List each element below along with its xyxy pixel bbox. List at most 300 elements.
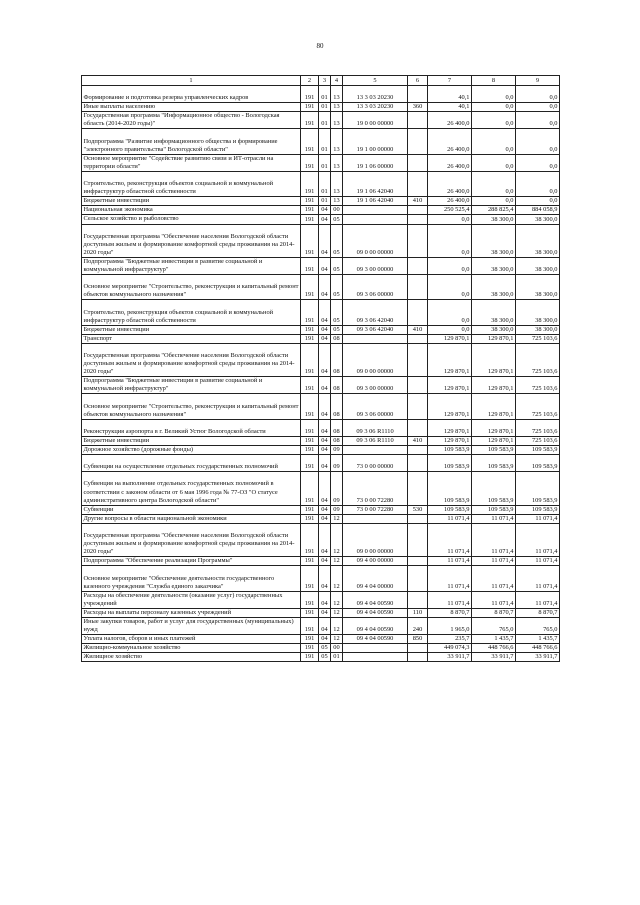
amount-col-7: 1 965,0 (428, 617, 472, 634)
row-name: Подпрограмма "Бюджетные инвестиции в развитие социальной и коммунальной инфраструктур" (82, 377, 301, 394)
code-expense-type (408, 557, 428, 566)
amount-col-7: 109 583,9 (428, 472, 472, 505)
code-ministry: 191 (301, 635, 319, 644)
code-section: 04 (319, 436, 331, 445)
code-section: 04 (319, 635, 331, 644)
code-expense-type (408, 86, 428, 103)
table-row (82, 275, 560, 300)
amount-col-9: 884 058,9 (516, 206, 560, 215)
amount-col-7: 129 870,1 (428, 419, 472, 436)
row-name: Бюджетные инвестиции (82, 325, 301, 334)
code-expense-type (408, 514, 428, 523)
code-target-article: 19 1 00 00000 (343, 129, 408, 154)
amount-col-9: 725 103,6 (516, 394, 560, 419)
amount-col-7: 26 400,0 (428, 129, 472, 154)
row-name: Формирование и подготовка резерва управленческих кадров (82, 86, 301, 103)
code-target-article: 09 3 00 00000 (343, 377, 408, 394)
amount-col-7: 109 583,9 (428, 455, 472, 472)
amount-col-9: 725 103,6 (516, 377, 560, 394)
code-expense-type (408, 206, 428, 215)
code-expense-type: 410 (408, 197, 428, 206)
header-cell: 7 (428, 76, 472, 86)
code-target-article (343, 653, 408, 662)
code-subsection: 09 (331, 472, 343, 505)
table-row (82, 206, 560, 215)
amount-col-9: 0,0 (516, 197, 560, 206)
code-target-article: 09 3 06 R1110 (343, 419, 408, 436)
code-subsection: 05 (331, 257, 343, 274)
code-subsection: 13 (331, 103, 343, 112)
amount-col-8: 38 300,0 (472, 257, 516, 274)
row-name: Подпрограмма "Обеспечение реализации Программы" (82, 557, 301, 566)
code-ministry: 191 (301, 377, 319, 394)
code-subsection: 13 (331, 86, 343, 103)
row-name: Субвенция на выполнение отдельных государственных полномочий в соответствии с законом области от 6 мая 1996 года № 77-ОЗ "О статусе административного центра Вологодской области" (82, 472, 301, 505)
amount-col-8: 765,0 (472, 617, 516, 634)
code-ministry: 191 (301, 608, 319, 617)
code-expense-type (408, 591, 428, 608)
code-ministry: 191 (301, 103, 319, 112)
code-expense-type (408, 455, 428, 472)
code-target-article: 09 4 04 00590 (343, 608, 408, 617)
amount-col-9: 38 300,0 (516, 300, 560, 325)
code-ministry: 191 (301, 617, 319, 634)
table-row (82, 377, 560, 394)
amount-col-8: 109 583,9 (472, 472, 516, 505)
table-row (82, 224, 560, 257)
code-section: 04 (319, 206, 331, 215)
table-row (82, 171, 560, 196)
code-subsection: 12 (331, 608, 343, 617)
code-ministry: 191 (301, 505, 319, 514)
table-row (82, 103, 560, 112)
code-target-article: 19 1 06 42040 (343, 171, 408, 196)
code-section: 04 (319, 334, 331, 343)
code-section: 04 (319, 557, 331, 566)
row-name: Подпрограмма "Бюджетные инвестиции в развитие социальной и коммунальной инфраструктур" (82, 257, 301, 274)
table-header-row (82, 76, 560, 86)
code-subsection: 13 (331, 197, 343, 206)
code-target-article: 19 0 00 00000 (343, 112, 408, 129)
code-expense-type (408, 446, 428, 455)
code-section: 04 (319, 472, 331, 505)
code-section: 05 (319, 644, 331, 653)
code-subsection: 09 (331, 505, 343, 514)
row-name: Дорожное хозяйство (дорожные фонды) (82, 446, 301, 455)
code-subsection: 05 (331, 275, 343, 300)
code-ministry: 191 (301, 215, 319, 224)
code-target-article: 09 3 06 00000 (343, 275, 408, 300)
amount-col-8: 129 870,1 (472, 419, 516, 436)
code-target-article: 73 0 00 72280 (343, 472, 408, 505)
code-ministry: 191 (301, 566, 319, 591)
code-ministry: 191 (301, 257, 319, 274)
code-subsection: 09 (331, 455, 343, 472)
code-target-article (343, 644, 408, 653)
amount-col-8: 33 911,7 (472, 653, 516, 662)
row-name: Государственная программа "Обеспечение населения Вологодской области доступным жильем и формирование комфортной среды проживания на 2014-2020 годы" (82, 343, 301, 376)
code-ministry: 191 (301, 523, 319, 556)
code-ministry: 191 (301, 171, 319, 196)
table-row (82, 514, 560, 523)
row-name: Строительство, реконструкция объектов социальной и коммунальной инфраструктур областной собственности (82, 171, 301, 196)
amount-col-8: 129 870,1 (472, 343, 516, 376)
header-cell: 8 (472, 76, 516, 86)
code-ministry: 191 (301, 557, 319, 566)
amount-col-7: 40,1 (428, 86, 472, 103)
table-row (82, 86, 560, 103)
code-expense-type: 240 (408, 617, 428, 634)
code-subsection: 08 (331, 343, 343, 376)
table-row (82, 455, 560, 472)
row-name: Основное мероприятие "Содействие развитию связи и ИТ-отрасли на территории области" (82, 154, 301, 171)
code-ministry: 191 (301, 112, 319, 129)
amount-col-8: 1 435,7 (472, 635, 516, 644)
code-subsection: 00 (331, 644, 343, 653)
code-section: 04 (319, 275, 331, 300)
amount-col-7: 129 870,1 (428, 334, 472, 343)
table-row (82, 129, 560, 154)
code-target-article: 09 0 00 00000 (343, 224, 408, 257)
code-expense-type (408, 394, 428, 419)
amount-col-9: 725 103,6 (516, 419, 560, 436)
amount-col-8: 129 870,1 (472, 377, 516, 394)
header-cell: 2 (301, 76, 319, 86)
code-section: 04 (319, 300, 331, 325)
amount-col-8: 288 825,4 (472, 206, 516, 215)
table-row (82, 653, 560, 662)
amount-col-7: 0,0 (428, 275, 472, 300)
code-section: 04 (319, 257, 331, 274)
amount-col-7: 129 870,1 (428, 343, 472, 376)
amount-col-9: 11 071,4 (516, 566, 560, 591)
amount-col-8: 11 071,4 (472, 566, 516, 591)
amount-col-7: 129 870,1 (428, 436, 472, 445)
page-number: 80 (316, 42, 324, 50)
row-name: Другие вопросы в области национальной экономики (82, 514, 301, 523)
code-expense-type (408, 300, 428, 325)
amount-col-8: 38 300,0 (472, 215, 516, 224)
row-name: Подпрограмма "Развитие информационного общества и формирование "электронного правительства" Вологодской области" (82, 129, 301, 154)
table-row (82, 446, 560, 455)
code-section: 04 (319, 394, 331, 419)
amount-col-9: 0,0 (516, 112, 560, 129)
table-row (82, 617, 560, 634)
code-target-article (343, 514, 408, 523)
table-row (82, 591, 560, 608)
code-subsection: 13 (331, 154, 343, 171)
code-subsection: 13 (331, 129, 343, 154)
code-target-article: 09 4 04 00590 (343, 591, 408, 608)
code-subsection: 12 (331, 635, 343, 644)
code-expense-type (408, 112, 428, 129)
code-section: 04 (319, 446, 331, 455)
amount-col-8: 0,0 (472, 171, 516, 196)
code-target-article: 09 0 00 00000 (343, 343, 408, 376)
code-section: 04 (319, 514, 331, 523)
table-row (82, 635, 560, 644)
row-name: Жилищно-коммунальное хозяйство (82, 644, 301, 653)
code-subsection: 05 (331, 300, 343, 325)
code-ministry: 191 (301, 591, 319, 608)
code-expense-type (408, 275, 428, 300)
amount-col-9: 38 300,0 (516, 257, 560, 274)
code-target-article: 09 3 06 42040 (343, 325, 408, 334)
code-target-article: 73 0 00 00000 (343, 455, 408, 472)
amount-col-9: 38 300,0 (516, 224, 560, 257)
code-section: 01 (319, 197, 331, 206)
code-expense-type (408, 472, 428, 505)
amount-col-9: 11 071,4 (516, 523, 560, 556)
code-expense-type: 530 (408, 505, 428, 514)
amount-col-9: 0,0 (516, 129, 560, 154)
amount-col-7: 8 870,7 (428, 608, 472, 617)
amount-col-9: 0,0 (516, 86, 560, 103)
table-row (82, 112, 560, 129)
amount-col-8: 38 300,0 (472, 300, 516, 325)
row-name: Субвенции (82, 505, 301, 514)
code-subsection: 01 (331, 653, 343, 662)
table-row (82, 300, 560, 325)
row-name: Расходы на обеспечение деятельности (оказание услуг) государственных учреждений (82, 591, 301, 608)
code-expense-type: 410 (408, 436, 428, 445)
amount-col-8: 109 583,9 (472, 455, 516, 472)
code-ministry: 191 (301, 86, 319, 103)
amount-col-9: 0,0 (516, 171, 560, 196)
code-section: 01 (319, 171, 331, 196)
row-name: Строительство, реконструкция объектов социальной и коммунальной инфраструктур областной собственности (82, 300, 301, 325)
amount-col-8: 11 071,4 (472, 557, 516, 566)
code-ministry: 191 (301, 197, 319, 206)
code-target-article: 19 1 06 42040 (343, 197, 408, 206)
row-name: Сельское хозяйство и рыболовство (82, 215, 301, 224)
code-expense-type: 410 (408, 325, 428, 334)
code-ministry: 191 (301, 343, 319, 376)
header-cell: 5 (343, 76, 408, 86)
code-subsection: 08 (331, 377, 343, 394)
code-expense-type (408, 154, 428, 171)
row-name: Иные закупки товаров, работ и услуг для государственных (муниципальных) нужд (82, 617, 301, 634)
row-name: Жилищное хозяйство (82, 653, 301, 662)
amount-col-9: 109 583,9 (516, 505, 560, 514)
amount-col-9: 38 300,0 (516, 275, 560, 300)
code-subsection: 12 (331, 617, 343, 634)
amount-col-9: 11 071,4 (516, 514, 560, 523)
code-expense-type (408, 377, 428, 394)
code-expense-type (408, 343, 428, 376)
code-subsection: 13 (331, 112, 343, 129)
row-name: Национальная экономика (82, 206, 301, 215)
header-cell: 4 (331, 76, 343, 86)
code-target-article (343, 446, 408, 455)
code-expense-type (408, 171, 428, 196)
code-expense-type (408, 644, 428, 653)
code-subsection: 12 (331, 523, 343, 556)
code-ministry: 191 (301, 394, 319, 419)
code-expense-type (408, 257, 428, 274)
code-target-article: 09 4 04 00590 (343, 635, 408, 644)
code-expense-type (408, 129, 428, 154)
amount-col-7: 26 400,0 (428, 112, 472, 129)
code-ministry: 191 (301, 275, 319, 300)
table-row (82, 325, 560, 334)
header-cell: 9 (516, 76, 560, 86)
code-section: 04 (319, 608, 331, 617)
amount-col-7: 0,0 (428, 325, 472, 334)
code-subsection: 09 (331, 446, 343, 455)
table-row (82, 215, 560, 224)
code-section: 01 (319, 86, 331, 103)
row-name: Основное мероприятие "Строительство, реконструкция и капитальный ремонт объектов коммунального назначения" (82, 394, 301, 419)
amount-col-7: 33 911,7 (428, 653, 472, 662)
code-ministry: 191 (301, 472, 319, 505)
amount-col-8: 0,0 (472, 112, 516, 129)
code-ministry: 191 (301, 644, 319, 653)
code-section: 04 (319, 591, 331, 608)
row-name: Государственная программа "Обеспечение населения Вологодской области доступным жильем и формирование комфортной среды проживания на 2014-2020 годы" (82, 523, 301, 556)
amount-col-8: 129 870,1 (472, 334, 516, 343)
code-subsection: 08 (331, 394, 343, 419)
amount-col-7: 11 071,4 (428, 523, 472, 556)
code-target-article: 09 4 00 00000 (343, 557, 408, 566)
code-subsection: 08 (331, 419, 343, 436)
amount-col-8: 109 583,9 (472, 505, 516, 514)
amount-col-8: 0,0 (472, 197, 516, 206)
amount-col-8: 0,0 (472, 129, 516, 154)
code-ministry: 191 (301, 300, 319, 325)
budget-table (81, 75, 560, 662)
amount-col-9: 38 300,0 (516, 215, 560, 224)
code-ministry: 191 (301, 436, 319, 445)
table-row (82, 523, 560, 556)
code-target-article: 09 3 06 R1110 (343, 436, 408, 445)
amount-col-7: 129 870,1 (428, 377, 472, 394)
code-target-article (343, 206, 408, 215)
code-expense-type: 850 (408, 635, 428, 644)
code-subsection: 08 (331, 334, 343, 343)
code-ministry: 191 (301, 325, 319, 334)
code-target-article: 09 4 04 00000 (343, 566, 408, 591)
amount-col-7: 11 071,4 (428, 557, 472, 566)
table-row (82, 608, 560, 617)
amount-col-8: 8 870,7 (472, 608, 516, 617)
amount-col-7: 250 525,4 (428, 206, 472, 215)
code-ministry: 191 (301, 455, 319, 472)
code-target-article: 13 3 03 20230 (343, 86, 408, 103)
amount-col-9: 11 071,4 (516, 591, 560, 608)
code-ministry: 191 (301, 129, 319, 154)
code-expense-type (408, 523, 428, 556)
table-row (82, 154, 560, 171)
amount-col-9: 8 870,7 (516, 608, 560, 617)
code-expense-type (408, 653, 428, 662)
header-cell: 6 (408, 76, 428, 86)
row-name: Расходы на выплаты персоналу казенных учреждений (82, 608, 301, 617)
amount-col-8: 129 870,1 (472, 436, 516, 445)
table-row (82, 436, 560, 445)
code-section: 01 (319, 103, 331, 112)
amount-col-8: 109 583,9 (472, 446, 516, 455)
code-section: 05 (319, 653, 331, 662)
code-ministry: 191 (301, 514, 319, 523)
code-ministry: 191 (301, 653, 319, 662)
code-target-article: 19 1 06 00000 (343, 154, 408, 171)
table-row (82, 197, 560, 206)
code-expense-type (408, 215, 428, 224)
amount-col-7: 109 583,9 (428, 446, 472, 455)
amount-col-9: 725 103,6 (516, 343, 560, 376)
amount-col-8: 11 071,4 (472, 523, 516, 556)
amount-col-9: 0,0 (516, 103, 560, 112)
row-name: Уплата налогов, сборов и иных платежей (82, 635, 301, 644)
amount-col-7: 11 071,4 (428, 566, 472, 591)
code-target-article: 09 3 06 00000 (343, 394, 408, 419)
amount-col-9: 0,0 (516, 154, 560, 171)
code-target-article: 09 3 00 00000 (343, 257, 408, 274)
amount-col-9: 1 435,7 (516, 635, 560, 644)
code-target-article: 09 4 04 00590 (343, 617, 408, 634)
amount-col-9: 38 300,0 (516, 325, 560, 334)
code-section: 01 (319, 154, 331, 171)
code-expense-type: 360 (408, 103, 428, 112)
amount-col-8: 0,0 (472, 103, 516, 112)
row-name: Субвенции на осуществление отдельных государственных полномочий (82, 455, 301, 472)
amount-col-8: 11 071,4 (472, 591, 516, 608)
code-subsection: 00 (331, 206, 343, 215)
table-row (82, 394, 560, 419)
amount-col-8: 38 300,0 (472, 275, 516, 300)
code-subsection: 12 (331, 566, 343, 591)
code-section: 04 (319, 505, 331, 514)
amount-col-9: 448 766,6 (516, 644, 560, 653)
code-ministry: 191 (301, 419, 319, 436)
code-ministry: 191 (301, 334, 319, 343)
amount-col-7: 0,0 (428, 215, 472, 224)
amount-col-7: 235,7 (428, 635, 472, 644)
code-section: 01 (319, 112, 331, 129)
row-name: Основное мероприятие "Обеспечение деятельности государственного казенного учреждения "Служба единого заказчика" (82, 566, 301, 591)
code-target-article: 09 3 06 42040 (343, 300, 408, 325)
table-row (82, 472, 560, 505)
code-section: 01 (319, 129, 331, 154)
amount-col-9: 765,0 (516, 617, 560, 634)
code-ministry: 191 (301, 224, 319, 257)
amount-col-7: 129 870,1 (428, 394, 472, 419)
amount-col-9: 725 103,6 (516, 334, 560, 343)
amount-col-9: 109 583,9 (516, 446, 560, 455)
amount-col-7: 26 400,0 (428, 197, 472, 206)
amount-col-7: 40,1 (428, 103, 472, 112)
code-ministry: 191 (301, 154, 319, 171)
amount-col-7: 109 583,9 (428, 505, 472, 514)
amount-col-7: 0,0 (428, 257, 472, 274)
amount-col-8: 0,0 (472, 86, 516, 103)
amount-col-8: 11 071,4 (472, 514, 516, 523)
table-body (82, 86, 560, 662)
code-ministry: 191 (301, 446, 319, 455)
row-name: Государственная программа "Информационное общество - Вологодская область (2014-2020 годы)" (82, 112, 301, 129)
code-subsection: 05 (331, 325, 343, 334)
row-name: Транспорт (82, 334, 301, 343)
table-row (82, 505, 560, 514)
code-ministry: 191 (301, 206, 319, 215)
code-subsection: 12 (331, 591, 343, 608)
code-section: 04 (319, 377, 331, 394)
code-subsection: 13 (331, 171, 343, 196)
row-name: Бюджетные инвестиции (82, 197, 301, 206)
amount-col-7: 26 400,0 (428, 171, 472, 196)
code-expense-type (408, 566, 428, 591)
